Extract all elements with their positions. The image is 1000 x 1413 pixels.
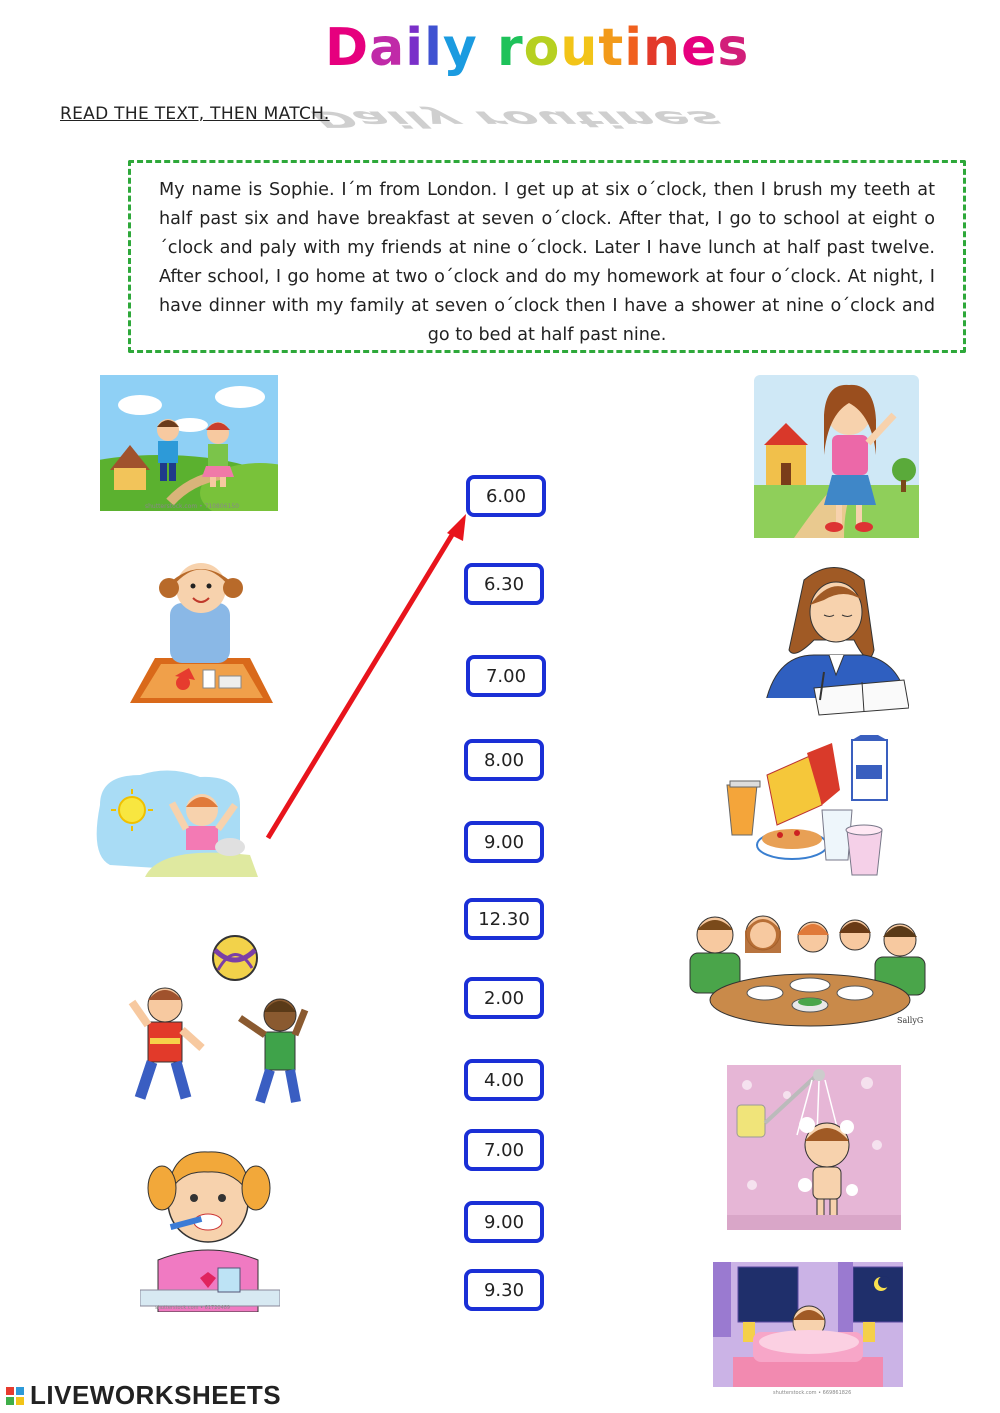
picture-girl-brushing-teeth[interactable] <box>140 1140 280 1312</box>
title-letter: o <box>523 18 561 78</box>
footer-brand <box>6 1380 281 1411</box>
time-box-1[interactable]: 6.00 <box>466 475 546 517</box>
picture-credit: shutterstock.com • 61720489 <box>155 1305 231 1311</box>
time-box-5[interactable]: 9.00 <box>464 821 544 863</box>
time-box-7[interactable]: 2.00 <box>464 977 544 1019</box>
title-letter: a <box>369 18 406 78</box>
picture-girl-going-to-bed[interactable] <box>713 1262 903 1397</box>
instruction-text: READ THE TEXT, THEN MATCH. <box>60 104 330 124</box>
title-letter: l <box>424 18 443 78</box>
footer-brand-text: LIVEWORKSHEETS <box>30 1380 282 1410</box>
time-box-3[interactable]: 7.00 <box>466 655 546 697</box>
title-letter: i <box>624 18 644 78</box>
time-box-6[interactable]: 12.30 <box>464 898 544 940</box>
picture-credit: shutterstock.com • 669861826 <box>773 1390 852 1396</box>
title-letter: r <box>496 18 524 78</box>
liveworksheets-logo-icon <box>6 1385 26 1407</box>
picture-kids-walking-home[interactable] <box>100 375 278 511</box>
time-box-8[interactable]: 4.00 <box>464 1059 544 1101</box>
picture-girl-going-to-school[interactable] <box>754 375 919 538</box>
title-letter: y <box>442 18 478 78</box>
time-box-11[interactable]: 9.30 <box>464 1269 544 1311</box>
picture-kids-playing-ball[interactable] <box>120 930 310 1110</box>
time-box-2[interactable]: 6.30 <box>464 563 544 605</box>
picture-girl-shower[interactable] <box>727 1065 901 1230</box>
picture-family-dinner[interactable] <box>685 905 935 1027</box>
time-box-9[interactable]: 7.00 <box>464 1129 544 1171</box>
picture-girl-doing-homework[interactable] <box>754 560 909 720</box>
title-shadow: Daily routines <box>300 106 736 133</box>
time-box-4[interactable]: 8.00 <box>464 739 544 781</box>
time-box-10[interactable]: 9.00 <box>464 1201 544 1243</box>
title-letter: D <box>325 18 370 78</box>
title-letter: i <box>405 18 425 78</box>
arrow-line <box>268 530 455 838</box>
reading-text: My name is Sophie. I´m from London. I get up at six o´clock, then I brush my teeth at half past six and have breakfast at seven o´clock. After that, I go to school at eight o´clock and paly with my friends at nine o´clock. Later I have lunch at half past twelve. After school, I go home at two o´clock and do my homework at four o´clock. At night, I have dinner with my family at seven o´clock then I have a shower at nine o´clock and go to bed at half past nine. <box>159 180 935 345</box>
picture-girl-waking-up[interactable] <box>90 765 265 890</box>
title-letter: u <box>560 18 599 78</box>
title-letter: n <box>643 18 682 78</box>
illustrator-signature: SallyG <box>897 1016 924 1025</box>
title-letter: s <box>717 18 750 78</box>
picture-breakfast-food[interactable] <box>722 735 897 880</box>
picture-credit: shutterstock.com • 710806150 <box>145 503 239 510</box>
title-letter: e <box>681 18 718 78</box>
picture-girl-lunch-tray[interactable] <box>125 558 277 710</box>
title-letter: t <box>598 18 625 78</box>
